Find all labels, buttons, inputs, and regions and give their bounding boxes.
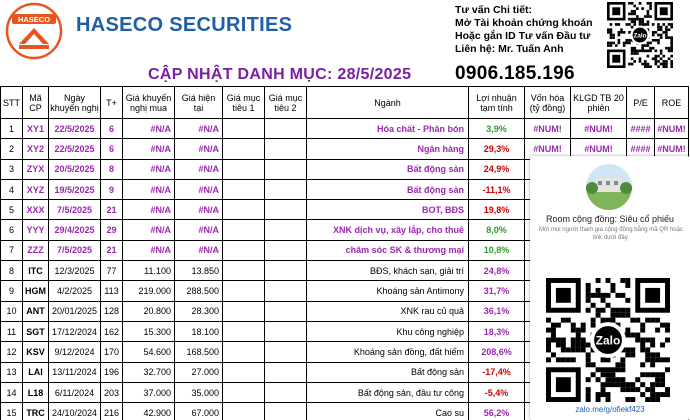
profit-cell: 208,6%	[469, 342, 525, 362]
stt-cell: 5	[1, 200, 23, 220]
current-price-cell: #N/A	[175, 220, 223, 240]
current-price-cell: 18.100	[175, 321, 223, 341]
roe-cell: #NUM!	[655, 119, 689, 139]
profit-cell: 29,3%	[469, 139, 525, 159]
target-1-cell	[223, 220, 265, 240]
contact-line: Mở Tài khoản chứng khoán	[455, 17, 593, 29]
stt-cell: 2	[1, 139, 23, 159]
current-price-cell: #N/A	[175, 200, 223, 220]
room-subtitle: Mời mọi người tham gia cộng đồng bằng mã QR hoặc link dưới đây.	[539, 227, 683, 241]
buy-price-cell: #N/A	[123, 119, 175, 139]
table-header-row	[1, 87, 689, 119]
stock-code-cell: XY2	[23, 139, 49, 159]
current-price-cell: #N/A	[175, 119, 223, 139]
sector-cell: Bất động sản	[307, 362, 469, 382]
current-price-cell: 28.300	[175, 301, 223, 321]
profit-cell: 31,7%	[469, 281, 525, 301]
buy-price-cell: 54.600	[123, 342, 175, 362]
target-2-cell	[265, 159, 307, 179]
page-title: CẬP NHẬT DANH MỤC: 28/5/2025	[148, 66, 412, 83]
community-room-card[interactable]	[530, 156, 690, 420]
col-header: Vốn hóa (tỷ đồng)	[525, 87, 571, 119]
t-plus-cell: 128	[101, 301, 123, 321]
stt-cell: 15	[1, 403, 23, 420]
target-1-cell	[223, 342, 265, 362]
buy-price-cell: 15.300	[123, 321, 175, 341]
t-plus-cell: 196	[101, 362, 123, 382]
col-header: Ngày khuyến nghị	[49, 87, 101, 119]
stock-code-cell: HGM	[23, 281, 49, 301]
current-price-cell: #N/A	[175, 159, 223, 179]
current-price-cell: 35.000	[175, 382, 223, 402]
pe-cell: ####	[627, 139, 655, 159]
contact-qr-code[interactable]	[598, 2, 682, 68]
date-cell: 20/5/2025	[49, 159, 101, 179]
target-2-cell	[265, 200, 307, 220]
date-cell: 13/11/2024	[49, 362, 101, 382]
current-price-cell: 27.000	[175, 362, 223, 382]
target-1-cell	[223, 119, 265, 139]
profit-cell: 18,3%	[469, 321, 525, 341]
stock-code-cell: XXX	[23, 200, 49, 220]
stock-code-cell: LAI	[23, 362, 49, 382]
target-2-cell	[265, 281, 307, 301]
col-header: Mã CP	[23, 87, 49, 119]
profit-cell: 19,8%	[469, 200, 525, 220]
target-2-cell	[265, 119, 307, 139]
room-qr-code[interactable]	[546, 278, 670, 402]
target-1-cell	[223, 200, 265, 220]
current-price-cell: 168.500	[175, 342, 223, 362]
stt-cell: 9	[1, 281, 23, 301]
sector-cell: BĐS, khách sạn, giải trí	[307, 261, 469, 281]
date-cell: 7/5/2025	[49, 200, 101, 220]
profit-cell: -17,4%	[469, 362, 525, 382]
stock-code-cell: L18	[23, 382, 49, 402]
target-2-cell	[265, 403, 307, 420]
target-2-cell	[265, 139, 307, 159]
col-header: STT	[1, 87, 23, 119]
sector-cell: Bất động sản	[307, 179, 469, 199]
t-plus-cell: 21	[101, 200, 123, 220]
stock-code-cell: YYY	[23, 220, 49, 240]
room-avatar	[586, 164, 632, 210]
col-header: Giá mục tiêu 1	[223, 87, 265, 119]
target-1-cell	[223, 281, 265, 301]
col-header: P/E	[627, 87, 655, 119]
target-2-cell	[265, 382, 307, 402]
brand-name: HASECO SECURITIES	[76, 14, 293, 36]
buy-price-cell: 219.000	[123, 281, 175, 301]
stt-cell: 12	[1, 342, 23, 362]
phone-number[interactable]: 0906.185.196	[455, 63, 575, 84]
col-header: Lợi nhuận tạm tính	[469, 87, 525, 119]
stock-code-cell: ZZZ	[23, 240, 49, 260]
sector-cell: Khoáng sản đồng, đất hiếm	[307, 342, 469, 362]
target-2-cell	[265, 362, 307, 382]
current-price-cell: 13.850	[175, 261, 223, 281]
market-cap-cell: #NUM!	[525, 139, 571, 159]
stt-cell: 13	[1, 362, 23, 382]
profit-cell: 3,9%	[469, 119, 525, 139]
buy-price-cell: 37.000	[123, 382, 175, 402]
pe-cell: ####	[627, 119, 655, 139]
current-price-cell: #N/A	[175, 139, 223, 159]
date-cell: 7/5/2025	[49, 240, 101, 260]
contact-block	[455, 4, 593, 56]
date-cell: 20/01/2025	[49, 301, 101, 321]
t-plus-cell: 29	[101, 220, 123, 240]
profit-cell: -5,4%	[469, 382, 525, 402]
stt-cell: 10	[1, 301, 23, 321]
target-2-cell	[265, 261, 307, 281]
col-header: Giá mục tiêu 2	[265, 87, 307, 119]
room-title: Room cộng đồng: Siêu cổ phiếu	[545, 214, 675, 224]
t-plus-cell: 77	[101, 261, 123, 281]
sector-cell: Cao su	[307, 403, 469, 420]
current-price-cell: #N/A	[175, 240, 223, 260]
table-row	[1, 119, 689, 139]
sector-cell: chăm sóc SK & thương mại	[307, 240, 469, 260]
target-1-cell	[223, 179, 265, 199]
sector-cell: Khoáng sản Antimony	[307, 281, 469, 301]
sector-cell: Bất động sản	[307, 159, 469, 179]
buy-price-cell: #N/A	[123, 200, 175, 220]
t-plus-cell: 162	[101, 321, 123, 341]
stock-code-cell: ITC	[23, 261, 49, 281]
col-header: T+	[101, 87, 123, 119]
logo-text: HASECO	[17, 15, 51, 24]
room-link[interactable]: zalo.me/g/ofiekf423	[575, 405, 645, 414]
zalo-logo-label: Zalo	[633, 32, 647, 40]
date-cell: 4/2/2025	[49, 281, 101, 301]
profit-cell: 24,8%	[469, 261, 525, 281]
volume-cell: #NUM!	[571, 119, 627, 139]
contact-line: Liên hệ: Mr. Tuấn Anh	[455, 43, 564, 55]
buy-price-cell: #N/A	[123, 220, 175, 240]
stock-code-cell: TRC	[23, 403, 49, 420]
target-1-cell	[223, 403, 265, 420]
target-1-cell	[223, 362, 265, 382]
buy-price-cell: #N/A	[123, 240, 175, 260]
date-cell: 19/5/2025	[49, 179, 101, 199]
t-plus-cell: 21	[101, 240, 123, 260]
stt-cell: 4	[1, 179, 23, 199]
stock-code-cell: ANT	[23, 301, 49, 321]
col-header: KLGD TB 20 phiên	[571, 87, 627, 119]
target-1-cell	[223, 240, 265, 260]
t-plus-cell: 216	[101, 403, 123, 420]
t-plus-cell: 113	[101, 281, 123, 301]
sector-cell: Ngân hàng	[307, 139, 469, 159]
volume-cell: #NUM!	[571, 139, 627, 159]
roe-cell: #NUM!	[655, 139, 689, 159]
target-1-cell	[223, 139, 265, 159]
sector-cell: XNK dịch vụ, xây lắp, cho thuê	[307, 220, 469, 240]
sector-cell: BOT, BĐS	[307, 200, 469, 220]
buy-price-cell: #N/A	[123, 179, 175, 199]
profit-cell: 56,2%	[469, 403, 525, 420]
target-2-cell	[265, 342, 307, 362]
stock-code-cell: ZYX	[23, 159, 49, 179]
current-price-cell: 67.000	[175, 403, 223, 420]
date-cell: 22/5/2025	[49, 139, 101, 159]
sector-cell: Bất động sản, đầu tư công	[307, 382, 469, 402]
col-header: ROE	[655, 87, 689, 119]
target-2-cell	[265, 179, 307, 199]
target-2-cell	[265, 321, 307, 341]
profit-cell: 10,8%	[469, 240, 525, 260]
stock-code-cell: XYZ	[23, 179, 49, 199]
col-header: Giá khuyến nghị mua	[123, 87, 175, 119]
buy-price-cell: 20.800	[123, 301, 175, 321]
date-cell: 6/11/2024	[49, 382, 101, 402]
buy-price-cell: 32.700	[123, 362, 175, 382]
date-cell: 29/4/2025	[49, 220, 101, 240]
target-1-cell	[223, 321, 265, 341]
col-header: Ngành	[307, 87, 469, 119]
date-cell: 12/3/2025	[49, 261, 101, 281]
date-cell: 22/5/2025	[49, 119, 101, 139]
profit-cell: 8,0%	[469, 220, 525, 240]
current-price-cell: 288.500	[175, 281, 223, 301]
sector-cell: XNK rau củ quả	[307, 301, 469, 321]
target-1-cell	[223, 382, 265, 402]
stock-code-cell: XY1	[23, 119, 49, 139]
market-cap-cell: #NUM!	[525, 119, 571, 139]
date-cell: 9/12/2024	[49, 342, 101, 362]
t-plus-cell: 203	[101, 382, 123, 402]
profit-cell: -11,1%	[469, 179, 525, 199]
haseco-logo	[4, 2, 64, 60]
stt-cell: 8	[1, 261, 23, 281]
target-2-cell	[265, 301, 307, 321]
buy-price-cell: 11.100	[123, 261, 175, 281]
t-plus-cell: 6	[101, 119, 123, 139]
contact-line: Hoặc gắn ID Tư vấn Đầu tư	[455, 30, 591, 42]
t-plus-cell: 170	[101, 342, 123, 362]
buy-price-cell: #N/A	[123, 139, 175, 159]
target-1-cell	[223, 159, 265, 179]
stt-cell: 1	[1, 119, 23, 139]
date-cell: 17/12/2024	[49, 321, 101, 341]
buy-price-cell: #N/A	[123, 159, 175, 179]
stt-cell: 3	[1, 159, 23, 179]
current-price-cell: #N/A	[175, 179, 223, 199]
stt-cell: 6	[1, 220, 23, 240]
stt-cell: 14	[1, 382, 23, 402]
buy-price-cell: 42.900	[123, 403, 175, 420]
stt-cell: 11	[1, 321, 23, 341]
date-cell: 24/10/2024	[49, 403, 101, 420]
profit-cell: 24,9%	[469, 159, 525, 179]
zalo-logo-label: Zalo	[595, 333, 621, 348]
t-plus-cell: 9	[101, 179, 123, 199]
stock-code-cell: KSV	[23, 342, 49, 362]
t-plus-cell: 8	[101, 159, 123, 179]
t-plus-cell: 6	[101, 139, 123, 159]
profit-cell: 36,1%	[469, 301, 525, 321]
stt-cell: 7	[1, 240, 23, 260]
stock-code-cell: SGT	[23, 321, 49, 341]
target-2-cell	[265, 220, 307, 240]
sector-cell: Khu công nghiệp	[307, 321, 469, 341]
target-1-cell	[223, 301, 265, 321]
col-header: Giá hiện tại	[175, 87, 223, 119]
contact-line: Tư vấn Chi tiết:	[455, 4, 533, 16]
target-1-cell	[223, 261, 265, 281]
sector-cell: Hóa chất - Phân bón	[307, 119, 469, 139]
target-2-cell	[265, 240, 307, 260]
